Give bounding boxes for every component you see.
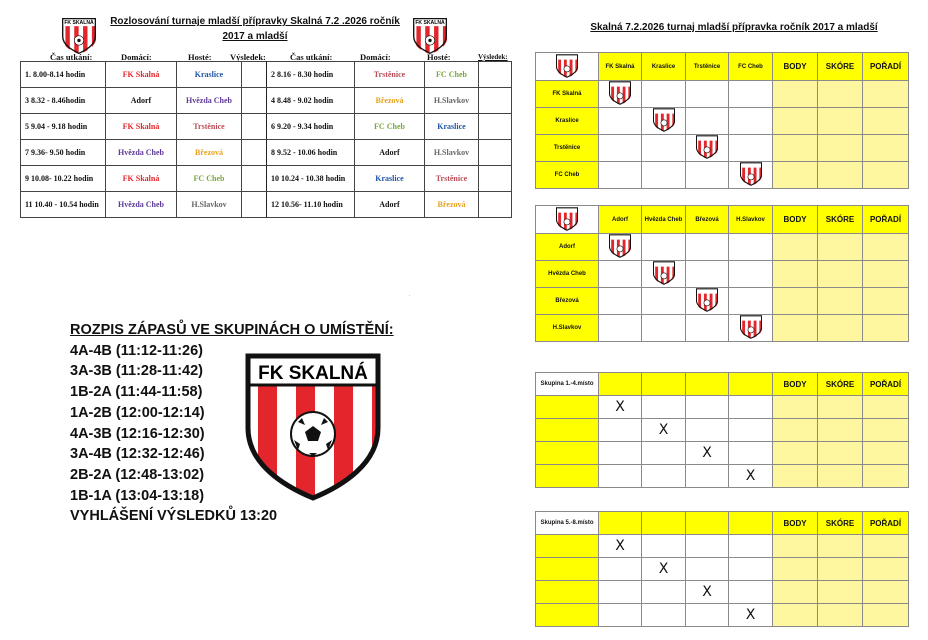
- home-team: FC Cheb: [355, 114, 425, 140]
- result-cell[interactable]: [599, 419, 642, 442]
- club-crest: [609, 234, 631, 258]
- result-cell[interactable]: [642, 465, 686, 488]
- table-row: [21, 166, 512, 192]
- team-column-header: Březová: [686, 206, 729, 234]
- away-team: Trstěnice: [177, 114, 242, 140]
- table-row: [536, 288, 909, 315]
- home-team: Adorf: [355, 192, 425, 218]
- result-cell[interactable]: [729, 234, 773, 261]
- team-row-label[interactable]: [536, 581, 599, 604]
- home-team: FK Skalná: [106, 166, 177, 192]
- result-cell[interactable]: [729, 419, 773, 442]
- match-time: 11 10.40 - 10.54 hodin: [21, 192, 106, 218]
- team-row-label: Adorf: [536, 234, 599, 261]
- result-cell[interactable]: [242, 114, 267, 140]
- group-label: Skupina 5.-8.místo: [536, 512, 599, 535]
- result-cell[interactable]: [729, 135, 773, 162]
- self-crest-cell: [686, 288, 729, 315]
- result-cell[interactable]: [599, 288, 642, 315]
- points-cell[interactable]: [773, 465, 818, 488]
- column-header-away: Hosté:: [188, 52, 212, 62]
- team-row-label: Kraslice: [536, 108, 599, 135]
- score-cell[interactable]: [818, 419, 863, 442]
- result-cell[interactable]: [642, 581, 686, 604]
- home-team: FK Skalná: [106, 62, 177, 88]
- score-cell[interactable]: [818, 108, 863, 135]
- result-cell[interactable]: [479, 140, 512, 166]
- table-row: [536, 442, 909, 465]
- result-cell[interactable]: [686, 604, 729, 627]
- result-cell[interactable]: [642, 288, 686, 315]
- placement-heading: ROZPIS ZÁPASŮ VE SKUPINÁCH O UMÍSTĚNÍ:: [70, 322, 394, 338]
- self-crest-cell: [729, 162, 773, 189]
- placement-line: 1B-1A (13:04-13:18): [70, 487, 205, 504]
- rank-cell[interactable]: [863, 81, 909, 108]
- diagonal-mark: X: [729, 604, 773, 627]
- table-row: [536, 581, 909, 604]
- result-cell[interactable]: [479, 88, 512, 114]
- away-team: H.Slavkov: [425, 88, 479, 114]
- table-row: [536, 108, 909, 135]
- rank-cell[interactable]: [863, 465, 909, 488]
- points-header: BODY: [773, 53, 818, 81]
- team-column-header: Kraslice: [642, 53, 686, 81]
- points-cell[interactable]: [773, 604, 818, 627]
- result-cell[interactable]: [242, 88, 267, 114]
- away-team: FC Cheb: [177, 166, 242, 192]
- diagonal-mark: X: [642, 558, 686, 581]
- match-time: 10 10.24 - 10.38 hodin: [267, 166, 355, 192]
- team-row-label[interactable]: [536, 442, 599, 465]
- result-cell[interactable]: [686, 535, 729, 558]
- rank-cell[interactable]: [863, 135, 909, 162]
- points-cell[interactable]: [773, 162, 818, 189]
- table-row: [21, 140, 512, 166]
- away-team: H.Slavkov: [425, 140, 479, 166]
- table-row: [536, 396, 909, 419]
- team-row-label: FC Cheb: [536, 162, 599, 189]
- result-cell[interactable]: [642, 442, 686, 465]
- table-row: [536, 419, 909, 442]
- placement-line: 4A-4B (11:12-11:26): [70, 342, 203, 359]
- rank-cell[interactable]: [863, 108, 909, 135]
- score-header: SKÓRE: [818, 206, 863, 234]
- crest-cell: [536, 206, 599, 234]
- placement-line: 1B-2A (11:44-11:58): [70, 384, 203, 401]
- away-team: Hvězda Cheb: [177, 88, 242, 114]
- team-column-header: [686, 373, 729, 396]
- table-row: [21, 192, 512, 218]
- rank-header: POŘADÍ: [863, 512, 909, 535]
- score-cell[interactable]: [818, 135, 863, 162]
- schedule-title-line2: 2017 a mladší: [222, 31, 288, 42]
- score-cell[interactable]: [818, 604, 863, 627]
- result-cell[interactable]: [242, 140, 267, 166]
- crest-label: FK SKALNÁ: [64, 20, 94, 27]
- group-a-table: [535, 52, 909, 189]
- points-cell[interactable]: [773, 234, 818, 261]
- table-row: [536, 535, 909, 558]
- match-time: 5 9.04 - 9.18 hodin: [21, 114, 106, 140]
- home-team: Adorf: [106, 88, 177, 114]
- result-cell[interactable]: [479, 114, 512, 140]
- column-header-time: Čas utkání:: [50, 52, 93, 62]
- diagonal-mark: X: [599, 396, 642, 419]
- rank-cell[interactable]: [863, 535, 909, 558]
- result-cell[interactable]: [686, 315, 729, 342]
- placement-1-4-table: [535, 372, 909, 488]
- club-crest: [609, 81, 631, 105]
- table-row: [536, 234, 909, 261]
- result-cell[interactable]: [599, 135, 642, 162]
- home-team: Hvězda Cheb: [106, 140, 177, 166]
- points-cell[interactable]: [773, 558, 818, 581]
- score-cell[interactable]: [818, 162, 863, 189]
- diagonal-mark: X: [599, 535, 642, 558]
- rank-cell[interactable]: [863, 604, 909, 627]
- team-column-header: FK Skalná: [599, 53, 642, 81]
- placement-line: 3A-3B (11:28-11:42): [70, 363, 203, 380]
- group-label: Skupina 1.-4.místo: [536, 373, 599, 396]
- table-row: [536, 81, 909, 108]
- table-row: [536, 261, 909, 288]
- points-cell[interactable]: [773, 261, 818, 288]
- football-icon: [291, 412, 335, 456]
- rank-header: POŘADÍ: [863, 53, 909, 81]
- result-cell[interactable]: [642, 396, 686, 419]
- team-column-header: Adorf: [599, 206, 642, 234]
- result-cell[interactable]: [686, 465, 729, 488]
- score-header: SKÓRE: [818, 373, 863, 396]
- self-crest-cell: [686, 135, 729, 162]
- schedule-title-line1: Rozlosování turnaje mladší přípravky Skalná 7.2 .2026 ročník: [110, 16, 400, 27]
- score-cell[interactable]: [818, 442, 863, 465]
- rank-header: POŘADÍ: [863, 206, 909, 234]
- rank-cell[interactable]: [863, 288, 909, 315]
- home-team: Kraslice: [355, 166, 425, 192]
- result-cell[interactable]: [729, 288, 773, 315]
- points-cell[interactable]: [773, 396, 818, 419]
- team-row-label[interactable]: [536, 604, 599, 627]
- crest-label: FK SKALNÁ: [415, 20, 445, 27]
- match-time: 12 10.56- 11.10 hodin: [267, 192, 355, 218]
- club-crest: [653, 108, 675, 132]
- group-b-table: [535, 205, 909, 342]
- score-cell[interactable]: [818, 581, 863, 604]
- result-cell[interactable]: [686, 234, 729, 261]
- diagonal-mark: X: [729, 465, 773, 488]
- home-team: Trstěnice: [355, 62, 425, 88]
- points-cell[interactable]: [773, 581, 818, 604]
- team-row-label: Trstěnice: [536, 135, 599, 162]
- result-cell[interactable]: [729, 108, 773, 135]
- club-crest: [556, 54, 578, 78]
- result-cell[interactable]: [686, 419, 729, 442]
- club-crest: [413, 18, 447, 54]
- column-header-time-2: Čas utkání:: [290, 52, 333, 62]
- score-cell[interactable]: [818, 261, 863, 288]
- placement-line: 4A-3B (12:16-12:30): [70, 425, 205, 442]
- result-cell[interactable]: [599, 108, 642, 135]
- team-column-header: [642, 512, 686, 535]
- team-column-header: Trstěnice: [686, 53, 729, 81]
- rank-cell[interactable]: [863, 234, 909, 261]
- score-cell[interactable]: [818, 465, 863, 488]
- score-cell[interactable]: [818, 234, 863, 261]
- rank-cell[interactable]: [863, 315, 909, 342]
- home-team: Březová: [355, 88, 425, 114]
- logo-text: FK SKALNÁ: [258, 363, 368, 384]
- result-cell[interactable]: [686, 396, 729, 419]
- score-cell[interactable]: [818, 535, 863, 558]
- self-crest-cell: [599, 234, 642, 261]
- match-time: 8 9.52 - 10.06 hodin: [267, 140, 355, 166]
- club-logo: [244, 352, 382, 502]
- result-cell[interactable]: [599, 604, 642, 627]
- result-cell[interactable]: [686, 162, 729, 189]
- column-header-result-2: Výsledek:: [478, 53, 508, 61]
- club-crest: [653, 261, 675, 285]
- match-time: 6 9.20 - 9.34 hodin: [267, 114, 355, 140]
- table-row: [536, 162, 909, 189]
- column-header-home-2: Domácí:: [360, 52, 391, 62]
- table-row: [536, 558, 909, 581]
- points-cell[interactable]: [773, 108, 818, 135]
- column-header-away-2: Hosté:: [427, 52, 451, 62]
- schedule-title: [100, 14, 410, 44]
- result-cell[interactable]: [729, 558, 773, 581]
- match-time: 7 9.36- 9.50 hodin: [21, 140, 106, 166]
- result-cell[interactable]: [479, 166, 512, 192]
- result-cell[interactable]: [642, 135, 686, 162]
- table-row: [21, 114, 512, 140]
- away-team: FC Cheb: [425, 62, 479, 88]
- team-row-label[interactable]: [536, 419, 599, 442]
- away-team: Kraslice: [177, 62, 242, 88]
- result-cell[interactable]: [729, 535, 773, 558]
- result-cell[interactable]: [642, 315, 686, 342]
- placement-5-8-table: [535, 511, 909, 627]
- table-row: [536, 604, 909, 627]
- points-header: BODY: [773, 512, 818, 535]
- result-cell[interactable]: [599, 261, 642, 288]
- table-row: [21, 88, 512, 114]
- crest-cell: [536, 53, 599, 81]
- result-cell[interactable]: [729, 396, 773, 419]
- result-cell[interactable]: [599, 315, 642, 342]
- points-cell[interactable]: [773, 419, 818, 442]
- team-row-label: Hvězda Cheb: [536, 261, 599, 288]
- score-header: SKÓRE: [818, 53, 863, 81]
- team-row-label[interactable]: [536, 465, 599, 488]
- rank-cell[interactable]: [863, 442, 909, 465]
- result-cell[interactable]: [642, 234, 686, 261]
- rank-cell[interactable]: [863, 558, 909, 581]
- away-team: Březová: [425, 192, 479, 218]
- team-column-header: [729, 373, 773, 396]
- result-cell[interactable]: [642, 535, 686, 558]
- score-cell[interactable]: [818, 315, 863, 342]
- score-cell[interactable]: [818, 396, 863, 419]
- match-time: 9 10.08- 10.22 hodin: [21, 166, 106, 192]
- self-crest-cell: [642, 108, 686, 135]
- club-crest: [740, 315, 762, 339]
- team-column-header: Hvězda Cheb: [642, 206, 686, 234]
- club-crest: [696, 135, 718, 159]
- result-cell[interactable]: [686, 558, 729, 581]
- awards-line: VYHLÁŠENÍ VÝSLEDKŮ 13:20: [70, 508, 278, 525]
- score-cell[interactable]: [818, 81, 863, 108]
- team-row-label: Březová: [536, 288, 599, 315]
- team-column-header: H.Slavkov: [729, 206, 773, 234]
- column-header-home: Domácí:: [121, 52, 152, 62]
- rank-cell[interactable]: [863, 419, 909, 442]
- team-row-label[interactable]: [536, 535, 599, 558]
- team-column-header: [686, 512, 729, 535]
- home-team: Adorf: [355, 140, 425, 166]
- home-team: Hvězda Cheb: [106, 192, 177, 218]
- club-crest: [62, 18, 96, 54]
- team-column-header: [642, 373, 686, 396]
- score-header: SKÓRE: [818, 512, 863, 535]
- team-row-label[interactable]: [536, 396, 599, 419]
- result-cell[interactable]: [599, 465, 642, 488]
- stray-dot: .: [409, 292, 411, 298]
- rank-cell[interactable]: [863, 261, 909, 288]
- match-time: 3 8.32 - 8.46hodin: [21, 88, 106, 114]
- schedule-table: [20, 61, 512, 218]
- home-team: FK Skalná: [106, 114, 177, 140]
- rank-cell[interactable]: [863, 396, 909, 419]
- diagonal-mark: X: [686, 442, 729, 465]
- club-crest: [556, 207, 578, 231]
- team-column-header: FC Cheb: [729, 53, 773, 81]
- points-cell[interactable]: [773, 81, 818, 108]
- diagonal-mark: X: [686, 581, 729, 604]
- result-cell[interactable]: [599, 558, 642, 581]
- result-cell[interactable]: [599, 162, 642, 189]
- match-time: 1. 8.00-8.14 hodin: [21, 62, 106, 88]
- score-cell[interactable]: [818, 288, 863, 315]
- placement-line: 1A-2B (12:00-12:14): [70, 404, 205, 421]
- placement-line: 2B-2A (12:48-13:02): [70, 466, 205, 483]
- team-row-label: H.Slavkov: [536, 315, 599, 342]
- club-crest: [740, 162, 762, 186]
- points-header: BODY: [773, 206, 818, 234]
- results-title: Skalná 7.2.2026 turnaj mladší přípravka ročník 2017 a mladší: [590, 22, 878, 33]
- team-row-label[interactable]: [536, 558, 599, 581]
- result-cell[interactable]: [729, 581, 773, 604]
- points-cell[interactable]: [773, 442, 818, 465]
- result-cell[interactable]: [599, 581, 642, 604]
- result-cell[interactable]: [242, 192, 267, 218]
- column-header-result: Výsledek:: [230, 52, 266, 62]
- points-header: BODY: [773, 373, 818, 396]
- result-cell[interactable]: [642, 162, 686, 189]
- rank-header: POŘADÍ: [863, 373, 909, 396]
- self-crest-cell: [642, 261, 686, 288]
- result-cell[interactable]: [686, 81, 729, 108]
- away-team: Březová: [177, 140, 242, 166]
- away-team: H.Slavkov: [177, 192, 242, 218]
- table-row: [536, 315, 909, 342]
- result-cell[interactable]: [642, 81, 686, 108]
- self-crest-cell: [599, 81, 642, 108]
- score-cell[interactable]: [818, 558, 863, 581]
- team-column-header: [729, 512, 773, 535]
- match-time: 4 8.48 - 9.02 hodin: [267, 88, 355, 114]
- points-cell[interactable]: [773, 135, 818, 162]
- result-cell[interactable]: [729, 81, 773, 108]
- table-row: [536, 135, 909, 162]
- result-cell[interactable]: [242, 62, 267, 88]
- result-cell[interactable]: [242, 166, 267, 192]
- points-cell[interactable]: [773, 288, 818, 315]
- away-team: Kraslice: [425, 114, 479, 140]
- result-cell[interactable]: [599, 442, 642, 465]
- team-column-header: [599, 512, 642, 535]
- result-cell[interactable]: [729, 261, 773, 288]
- result-cell[interactable]: [686, 261, 729, 288]
- result-cell[interactable]: [479, 62, 512, 88]
- rank-cell[interactable]: [863, 581, 909, 604]
- result-cell[interactable]: [642, 604, 686, 627]
- rank-cell[interactable]: [863, 162, 909, 189]
- club-crest: [696, 288, 718, 312]
- team-row-label: FK Skalná: [536, 81, 599, 108]
- result-cell[interactable]: [686, 108, 729, 135]
- team-column-header: [599, 373, 642, 396]
- diagonal-mark: X: [642, 419, 686, 442]
- result-cell[interactable]: [729, 442, 773, 465]
- result-cell[interactable]: [479, 192, 512, 218]
- points-cell[interactable]: [773, 315, 818, 342]
- self-crest-cell: [729, 315, 773, 342]
- placement-line: 3A-4B (12:32-12:46): [70, 446, 205, 463]
- table-row: [536, 465, 909, 488]
- match-time: 2 8.16 - 8.30 hodin: [267, 62, 355, 88]
- points-cell[interactable]: [773, 535, 818, 558]
- away-team: Trstěnice: [425, 166, 479, 192]
- table-row: [21, 62, 512, 88]
